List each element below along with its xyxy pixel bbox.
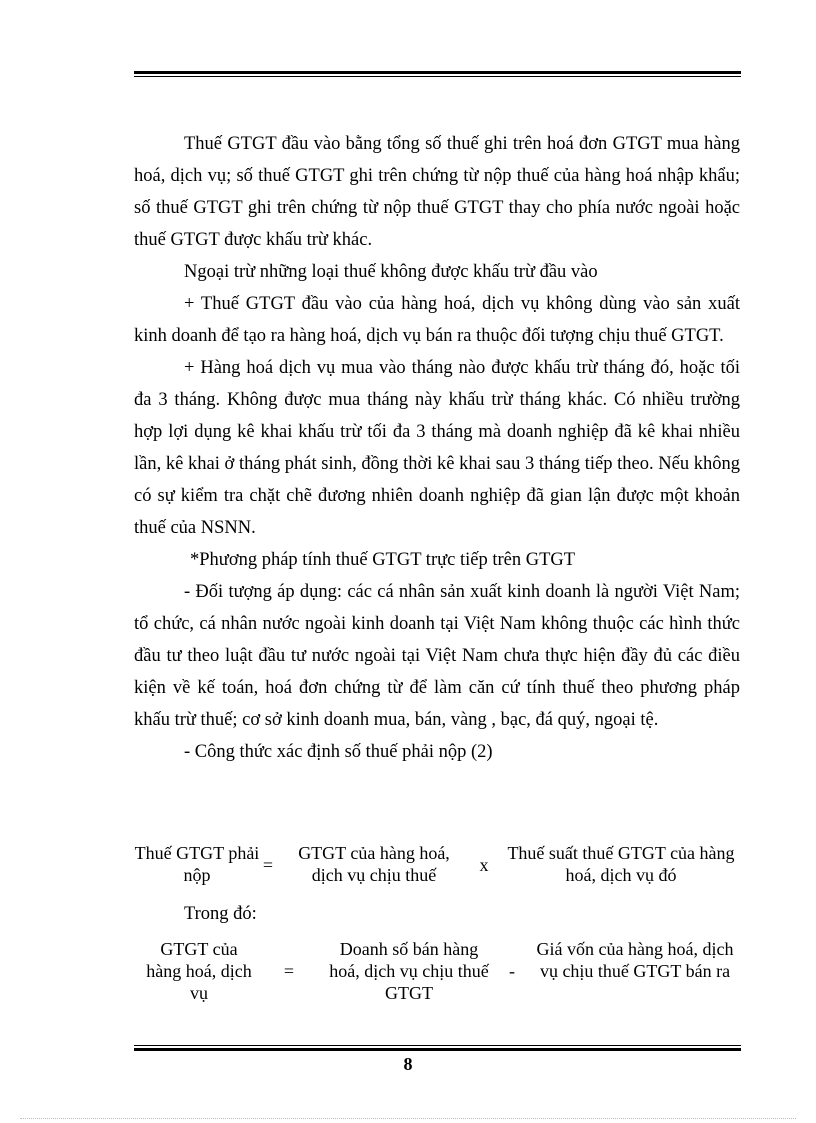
- paragraph-direct-method: *Phương pháp tính thuế GTGT trực tiếp trên GTGT: [190, 550, 576, 570]
- formula2-equals: =: [283, 961, 295, 981]
- formula-value-added: [134, 938, 740, 1008]
- formula1-multiply: x: [479, 855, 489, 875]
- paragraph-applicable-subjects: - Đối tượng áp dụng: các cá nhân sản xuất kinh doanh là người Việt Nam; tổ chức, cá nhân nước ngoài kinh doanh tại Việt Nam không thuộc các hình thức đầu tư theo luật đầu tư nước ngoài tại Việt Nam chưa thực hiện đầy đủ các điều kiện về kế toán, hoá đơn chứng từ để làm căn cứ tính thuế theo phương pháp khấu trừ thuế; cơ sở kinh doanh mua, bán, vàng , bạc, đá quý, ngoại tệ.: [134, 582, 740, 730]
- formula1-right: Thuế suất thuế GTGT của hàng hoá, dịch vụ đó: [507, 843, 735, 885]
- formula2-middle: Doanh số bán hàng hoá, dịch vụ chịu thuế GTGT: [329, 939, 489, 1003]
- paragraph-exception-1: + Thuế GTGT đầu vào của hàng hoá, dịch vụ không dùng vào sản xuất kinh doanh để tạo ra hàng hoá, dịch vụ bán ra thuộc đối tượng chịu thuế GTGT.: [134, 294, 740, 346]
- paragraph-formula-intro: - Công thức xác định số thuế phải nộp (2): [184, 742, 493, 762]
- trong-do-label: Trong đó:: [184, 904, 257, 924]
- formula1-equals: =: [262, 855, 274, 875]
- header-rule: [134, 71, 741, 77]
- paragraph-input-tax: Thuế GTGT đầu vào bằng tổng số thuế ghi trên hoá đơn GTGT mua hàng hoá, dịch vụ; số thuế GTGT ghi trên chứng từ nộp thuế của hàng hoá nhập khẩu; số thuế GTGT ghi trên chứng từ nộp thuế GTGT thay cho phía nước ngoài hoặc thuế GTGT được khấu trừ khác.: [134, 134, 740, 250]
- formula2-minus: -: [509, 961, 515, 981]
- formula2-left: GTGT của hàng hoá, dịch vụ: [146, 939, 252, 1003]
- formula2-right: Giá vốn của hàng hoá, dịch vụ chịu thuế GTGT bán ra: [536, 939, 734, 981]
- formula1-middle: GTGT của hàng hoá, dịch vụ chịu thuế: [298, 843, 450, 885]
- formula-tax-payable: [134, 840, 740, 890]
- footer-rule: [134, 1045, 741, 1051]
- body-text: [134, 128, 740, 768]
- page-number: 8: [403, 1054, 413, 1074]
- paragraph-exception-2: + Hàng hoá dịch vụ mua vào tháng nào được khấu trừ tháng đó, hoặc tối đa 3 tháng. Không được mua tháng này khấu trừ tháng khác. Có nhiều trường hợp lợi dụng kê khai khấu trừ tối đa 3 tháng mà doanh nghiệp đã kê khai nhiều lần, kê khai ở tháng phát sinh, đồng thời kê khai sau 3 tháng tiếp theo. Nếu không có sự kiểm tra chặt chẽ đương nhiên doanh nghiệp đã gian lận được một khoản thuế của NSNN.: [134, 358, 740, 538]
- page-edge-dotted-line: [20, 1118, 796, 1119]
- paragraph-exceptions: Ngoại trừ những loại thuế không được khấu trừ đầu vào: [184, 262, 598, 282]
- formula1-left: Thuế GTGT phải nộp: [134, 843, 260, 885]
